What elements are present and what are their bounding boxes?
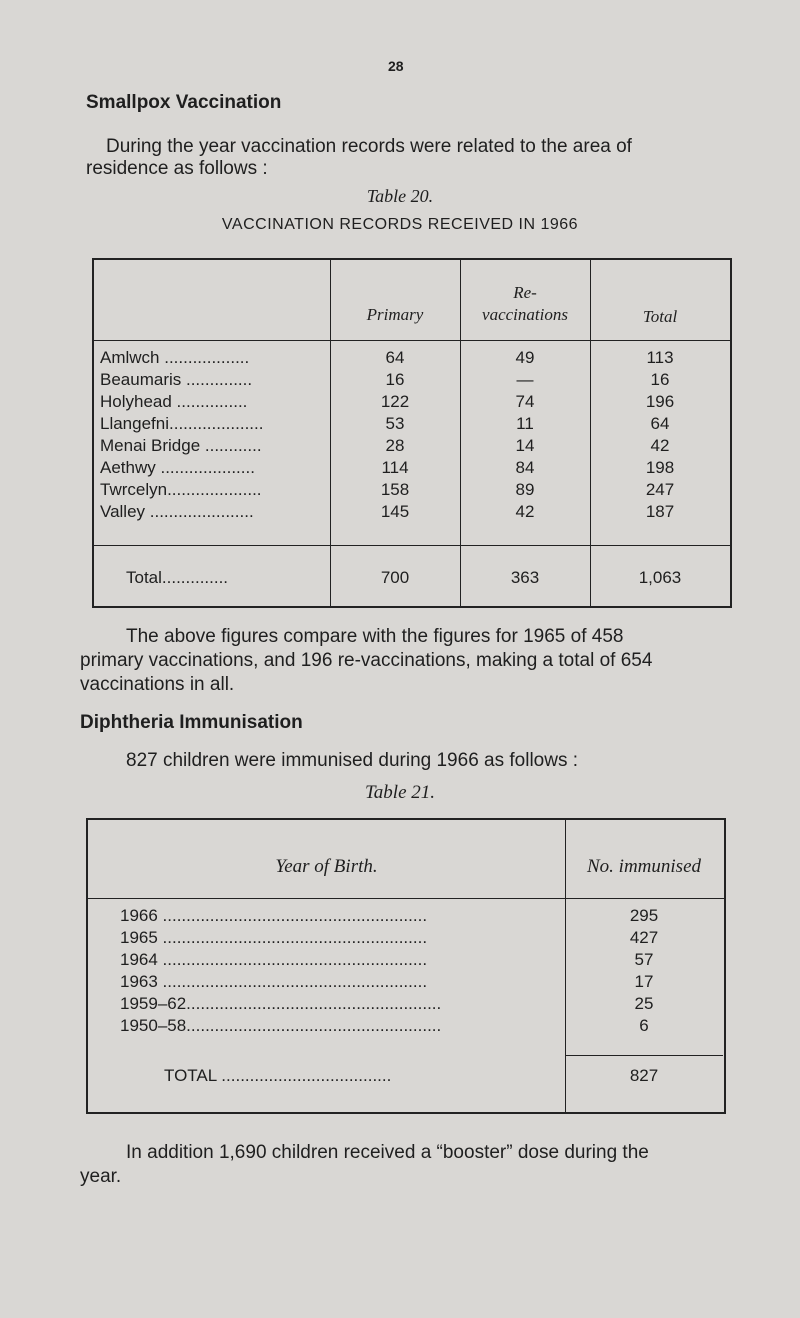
total-value: 198 bbox=[645, 458, 675, 477]
after-line2: primary vaccinations, and 196 re-vaccinations, making a total of 654 bbox=[80, 650, 653, 671]
table20-label: Table 20. bbox=[366, 186, 434, 206]
immunised-count: 295 bbox=[629, 906, 659, 925]
birth-year: 1964 ........................................................ bbox=[120, 950, 428, 969]
total-value: 196 bbox=[645, 392, 675, 411]
primary-value: 64 bbox=[385, 348, 405, 367]
total-total: 1,063 bbox=[638, 568, 682, 587]
primary-value: 114 bbox=[381, 458, 409, 477]
table21-total-rule bbox=[565, 1055, 723, 1056]
birth-year: 1965 ........................................................ bbox=[120, 928, 428, 947]
birth-year: 1959–62...................................................... bbox=[120, 994, 442, 1013]
header-revacc-line1: Re- bbox=[513, 283, 537, 302]
after-line3: vaccinations in all. bbox=[80, 674, 235, 695]
area-name: Llangefni.................... bbox=[100, 414, 264, 433]
total-value: 247 bbox=[645, 480, 675, 499]
table21-header-rule bbox=[88, 898, 724, 899]
table21-total-count: 827 bbox=[629, 1066, 659, 1085]
header-revacc-line2: vaccinations bbox=[482, 305, 568, 324]
closing-line1: In addition 1,690 children received a “booster” dose during the bbox=[126, 1142, 649, 1163]
area-name: Aethwy .................... bbox=[100, 458, 255, 477]
total-value: 42 bbox=[650, 436, 670, 455]
immunised-count: 25 bbox=[634, 994, 654, 1013]
revacc-value: 49 bbox=[515, 348, 535, 367]
area-name: Amlwch .................. bbox=[100, 348, 250, 367]
smallpox-heading: Smallpox Vaccination bbox=[86, 92, 282, 113]
total-value: 16 bbox=[650, 370, 670, 389]
revacc-value: — bbox=[516, 370, 534, 389]
primary-value: 158 bbox=[380, 480, 410, 499]
header-year-of-birth: Year of Birth. bbox=[275, 856, 378, 877]
total-value: 187 bbox=[645, 502, 675, 521]
revacc-value: 74 bbox=[515, 392, 535, 411]
area-name: Twrcelyn.................... bbox=[100, 480, 262, 499]
area-name: Valley ...................... bbox=[100, 502, 254, 521]
immunised-count: 427 bbox=[629, 928, 659, 947]
smallpox-intro-line2: residence as follows : bbox=[86, 158, 268, 179]
primary-value: 53 bbox=[385, 414, 405, 433]
total-primary: 700 bbox=[380, 568, 410, 587]
revacc-value: 14 bbox=[515, 436, 535, 455]
area-name: Menai Bridge ............ bbox=[100, 436, 262, 455]
area-name: Holyhead ............... bbox=[100, 392, 248, 411]
revacc-value: 11 bbox=[516, 414, 534, 433]
birth-year: 1966 ........................................................ bbox=[120, 906, 428, 925]
total-value: 64 bbox=[650, 414, 670, 433]
page-number: 28 bbox=[388, 58, 404, 74]
diphtheria-heading: Diphtheria Immunisation bbox=[80, 712, 303, 733]
table20-title: VACCINATION RECORDS RECEIVED IN 1966 bbox=[221, 216, 579, 233]
birth-year: 1950–58...................................................... bbox=[120, 1016, 442, 1035]
table20-header-rule bbox=[94, 340, 730, 341]
diphtheria-intro: 827 children were immunised during 1966 as follows : bbox=[126, 750, 579, 771]
header-no-immunised: No. immunised bbox=[587, 856, 701, 877]
immunised-count: 6 bbox=[639, 1016, 649, 1035]
smallpox-intro-line1: During the year vaccination records were related to the area of bbox=[106, 136, 632, 157]
primary-value: 28 bbox=[385, 436, 405, 455]
area-name: Beaumaris .............. bbox=[100, 370, 253, 389]
immunised-count: 57 bbox=[634, 950, 654, 969]
header-total: Total bbox=[642, 307, 678, 326]
primary-value: 145 bbox=[380, 502, 410, 521]
table21-total-label: TOTAL .................................... bbox=[164, 1066, 392, 1085]
primary-value: 122 bbox=[380, 392, 410, 411]
table20-total-rule bbox=[94, 545, 730, 546]
total-value: 113 bbox=[646, 348, 674, 367]
revacc-value: 89 bbox=[515, 480, 535, 499]
total-label: Total.............. bbox=[126, 568, 229, 587]
closing-line2: year. bbox=[80, 1166, 122, 1187]
table21-label: Table 21. bbox=[364, 782, 436, 803]
primary-value: 16 bbox=[385, 370, 405, 389]
total-revacc: 363 bbox=[510, 568, 540, 587]
after-line1: The above figures compare with the figures for 1965 of 458 bbox=[126, 626, 624, 647]
revacc-value: 42 bbox=[515, 502, 535, 521]
header-primary: Primary bbox=[366, 305, 424, 324]
immunised-count: 17 bbox=[634, 972, 654, 991]
birth-year: 1963 ........................................................ bbox=[120, 972, 428, 991]
revacc-value: 84 bbox=[515, 458, 535, 477]
